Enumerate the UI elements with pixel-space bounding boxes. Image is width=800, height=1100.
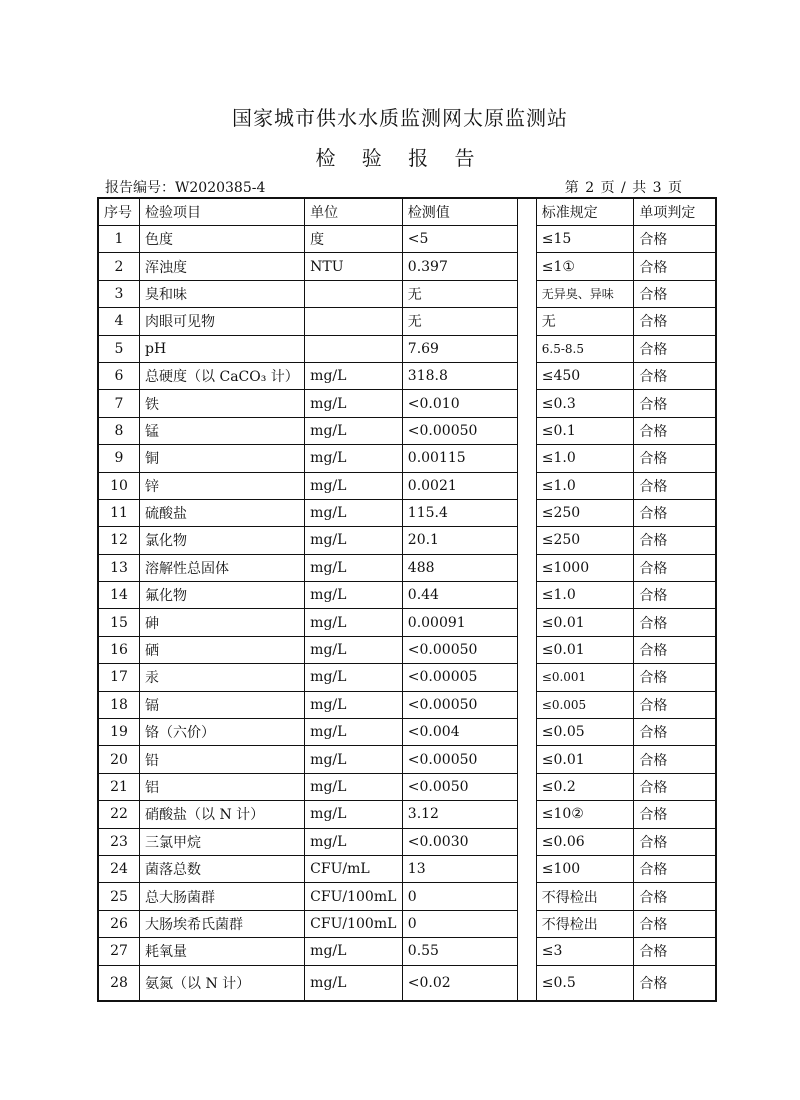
- judgment: 合格: [634, 746, 716, 773]
- unit: mg/L: [305, 801, 403, 828]
- report-number: [105, 177, 265, 197]
- measured-value: 无: [402, 308, 517, 335]
- column-gap: [518, 773, 537, 800]
- row-number: 18: [98, 691, 140, 718]
- test-item: 三氯甲烷: [140, 828, 305, 855]
- row-number: 12: [98, 527, 140, 554]
- standard-limit: ≤250: [536, 499, 634, 526]
- column-gap: [518, 499, 537, 526]
- row-number: 9: [98, 445, 140, 472]
- unit: mg/L: [305, 773, 403, 800]
- table-row: [98, 773, 716, 800]
- row-number: 28: [98, 965, 140, 1001]
- report-number-value: W2020385-4: [175, 180, 266, 196]
- column-gap: [518, 910, 537, 937]
- results-table: [97, 197, 717, 1002]
- measured-value: 318.8: [402, 362, 517, 389]
- judgment: 合格: [634, 280, 716, 307]
- measured-value: <0.00050: [402, 417, 517, 444]
- standard-limit: ≤3: [536, 938, 634, 965]
- standard-limit: ≤0.001: [536, 664, 634, 691]
- test-item: 总硬度（以 CaCO₃ 计）: [140, 362, 305, 389]
- page-info: 第 2 页 / 共 3 页: [564, 180, 682, 196]
- table-row: [98, 801, 716, 828]
- test-item: 氨氮（以 N 计）: [140, 965, 305, 1001]
- column-gap: [518, 390, 537, 417]
- unit: CFU/100mL: [305, 910, 403, 937]
- standard-limit: ≤1①: [536, 253, 634, 280]
- measured-value: <0.0050: [402, 773, 517, 800]
- column-gap: [518, 883, 537, 910]
- column-header-unit: 单位: [305, 198, 403, 226]
- table-row: [98, 719, 716, 746]
- test-item: 耗氧量: [140, 938, 305, 965]
- row-number: 4: [98, 308, 140, 335]
- measured-value: <0.00050: [402, 636, 517, 663]
- unit: mg/L: [305, 938, 403, 965]
- table-row: [98, 883, 716, 910]
- table-row: [98, 609, 716, 636]
- measured-value: <0.00005: [402, 664, 517, 691]
- table-row: [98, 965, 716, 1001]
- unit: mg/L: [305, 636, 403, 663]
- column-gap: [518, 445, 537, 472]
- column-gap: [518, 362, 537, 389]
- unit: [305, 308, 403, 335]
- unit: mg/L: [305, 582, 403, 609]
- measured-value: 0: [402, 883, 517, 910]
- test-item: 锰: [140, 417, 305, 444]
- row-number: 2: [98, 253, 140, 280]
- unit: 度: [305, 226, 403, 253]
- row-number: 19: [98, 719, 140, 746]
- measured-value: <0.004: [402, 719, 517, 746]
- unit: mg/L: [305, 719, 403, 746]
- judgment: 合格: [634, 554, 716, 581]
- column-gap: [518, 664, 537, 691]
- column-gap: [518, 609, 537, 636]
- test-item: 硝酸盐（以 N 计）: [140, 801, 305, 828]
- standard-limit: ≤1000: [536, 554, 634, 581]
- table-row: [98, 499, 716, 526]
- column-header-no: 序号: [98, 198, 140, 226]
- measured-value: 13: [402, 855, 517, 882]
- test-item: 溶解性总固体: [140, 554, 305, 581]
- judgment: 合格: [634, 335, 716, 362]
- unit: mg/L: [305, 664, 403, 691]
- test-item: 硫酸盐: [140, 499, 305, 526]
- unit: mg/L: [305, 828, 403, 855]
- unit: mg/L: [305, 390, 403, 417]
- measured-value: 0.55: [402, 938, 517, 965]
- row-number: 24: [98, 855, 140, 882]
- judgment: 合格: [634, 362, 716, 389]
- test-item: 氯化物: [140, 527, 305, 554]
- row-number: 3: [98, 280, 140, 307]
- test-item: 总大肠菌群: [140, 883, 305, 910]
- test-item: 浑浊度: [140, 253, 305, 280]
- standard-limit: ≤0.5: [536, 965, 634, 1001]
- judgment: 合格: [634, 499, 716, 526]
- row-number: 22: [98, 801, 140, 828]
- test-item: pH: [140, 335, 305, 362]
- measured-value: 0.00115: [402, 445, 517, 472]
- column-gap: [518, 308, 537, 335]
- row-number: 27: [98, 938, 140, 965]
- judgment: 合格: [634, 308, 716, 335]
- standard-limit: ≤1.0: [536, 582, 634, 609]
- row-number: 10: [98, 472, 140, 499]
- test-item: 大肠埃希氏菌群: [140, 910, 305, 937]
- judgment: 合格: [634, 527, 716, 554]
- test-item: 汞: [140, 664, 305, 691]
- table-row: [98, 554, 716, 581]
- test-item: 镉: [140, 691, 305, 718]
- judgment: 合格: [634, 664, 716, 691]
- row-number: 26: [98, 910, 140, 937]
- table-row: [98, 636, 716, 663]
- table-row: [98, 527, 716, 554]
- judgment: 合格: [634, 636, 716, 663]
- standard-limit: 无: [536, 308, 634, 335]
- row-number: 8: [98, 417, 140, 444]
- standard-limit: ≤0.2: [536, 773, 634, 800]
- unit: CFU/mL: [305, 855, 403, 882]
- column-gap: [518, 691, 537, 718]
- row-number: 15: [98, 609, 140, 636]
- column-gap: [518, 636, 537, 663]
- standard-limit: ≤0.01: [536, 746, 634, 773]
- row-number: 14: [98, 582, 140, 609]
- table-row: [98, 472, 716, 499]
- measured-value: 488: [402, 554, 517, 581]
- test-item: 菌落总数: [140, 855, 305, 882]
- judgment: 合格: [634, 390, 716, 417]
- table-row: [98, 335, 716, 362]
- table-row: [98, 390, 716, 417]
- row-number: 17: [98, 664, 140, 691]
- standard-limit: ≤250: [536, 527, 634, 554]
- column-gap: [518, 554, 537, 581]
- table-row: [98, 664, 716, 691]
- row-number: 25: [98, 883, 140, 910]
- unit: mg/L: [305, 609, 403, 636]
- standard-limit: ≤1.0: [536, 472, 634, 499]
- row-number: 13: [98, 554, 140, 581]
- judgment: 合格: [634, 855, 716, 882]
- standard-limit: 无异臭、异味: [536, 280, 634, 307]
- judgment: 合格: [634, 883, 716, 910]
- column-gap: [518, 938, 537, 965]
- unit: mg/L: [305, 691, 403, 718]
- table-row: [98, 691, 716, 718]
- column-gap: [518, 746, 537, 773]
- measured-value: 20.1: [402, 527, 517, 554]
- column-gap: [518, 527, 537, 554]
- measured-value: 无: [402, 280, 517, 307]
- standard-limit: 不得检出: [536, 910, 634, 937]
- table-row: [98, 280, 716, 307]
- standard-limit: ≤0.06: [536, 828, 634, 855]
- test-item: 色度: [140, 226, 305, 253]
- row-number: 16: [98, 636, 140, 663]
- row-number: 23: [98, 828, 140, 855]
- standard-limit: ≤0.01: [536, 636, 634, 663]
- unit: mg/L: [305, 445, 403, 472]
- measured-value: <0.010: [402, 390, 517, 417]
- row-number: 5: [98, 335, 140, 362]
- measured-value: 0: [402, 910, 517, 937]
- table-row: [98, 828, 716, 855]
- measured-value: 7.69: [402, 335, 517, 362]
- judgment: 合格: [634, 965, 716, 1001]
- table-row: [98, 362, 716, 389]
- table-row: [98, 582, 716, 609]
- unit: NTU: [305, 253, 403, 280]
- judgment: 合格: [634, 719, 716, 746]
- row-number: 6: [98, 362, 140, 389]
- judgment: 合格: [634, 226, 716, 253]
- row-number: 7: [98, 390, 140, 417]
- unit: mg/L: [305, 499, 403, 526]
- judgment: 合格: [634, 773, 716, 800]
- test-item: 铅: [140, 746, 305, 773]
- unit: [305, 335, 403, 362]
- column-gap: [518, 198, 537, 226]
- measured-value: 0.00091: [402, 609, 517, 636]
- judgment: 合格: [634, 472, 716, 499]
- standard-limit: ≤1.0: [536, 445, 634, 472]
- unit: mg/L: [305, 472, 403, 499]
- table-row: [98, 445, 716, 472]
- column-gap: [518, 582, 537, 609]
- test-item: 锌: [140, 472, 305, 499]
- column-header-item: 检验项目: [140, 198, 305, 226]
- unit: mg/L: [305, 527, 403, 554]
- judgment: 合格: [634, 938, 716, 965]
- unit: mg/L: [305, 746, 403, 773]
- row-number: 1: [98, 226, 140, 253]
- column-header-judgment: 单项判定: [634, 198, 716, 226]
- column-gap: [518, 965, 537, 1001]
- judgment: 合格: [634, 691, 716, 718]
- table-row: [98, 308, 716, 335]
- standard-limit: ≤100: [536, 855, 634, 882]
- table-row: [98, 855, 716, 882]
- column-gap: [518, 417, 537, 444]
- doc-title: 检 验 报 告: [315, 146, 485, 170]
- standard-limit: ≤0.1: [536, 417, 634, 444]
- table-row: [98, 938, 716, 965]
- standard-limit: ≤15: [536, 226, 634, 253]
- column-header-value: 检测值: [402, 198, 517, 226]
- judgment: 合格: [634, 417, 716, 444]
- test-item: 铝: [140, 773, 305, 800]
- column-gap: [518, 801, 537, 828]
- test-item: 肉眼可见物: [140, 308, 305, 335]
- standard-limit: ≤0.3: [536, 390, 634, 417]
- column-gap: [518, 280, 537, 307]
- judgment: 合格: [634, 582, 716, 609]
- measured-value: <0.00050: [402, 746, 517, 773]
- test-item: 铁: [140, 390, 305, 417]
- column-gap: [518, 855, 537, 882]
- column-gap: [518, 253, 537, 280]
- measured-value: <5: [402, 226, 517, 253]
- standard-limit: 6.5-8.5: [536, 335, 634, 362]
- test-item: 硒: [140, 636, 305, 663]
- standard-limit: ≤10②: [536, 801, 634, 828]
- measured-value: 115.4: [402, 499, 517, 526]
- table-row: [98, 417, 716, 444]
- column-gap: [518, 335, 537, 362]
- table-row: [98, 226, 716, 253]
- measured-value: 0.44: [402, 582, 517, 609]
- judgment: 合格: [634, 609, 716, 636]
- test-item: 氟化物: [140, 582, 305, 609]
- org-title: 国家城市供水水质监测网太原监测站: [232, 106, 568, 130]
- row-number: 11: [98, 499, 140, 526]
- standard-limit: 不得检出: [536, 883, 634, 910]
- test-item: 臭和味: [140, 280, 305, 307]
- measured-value: 0.0021: [402, 472, 517, 499]
- column-header-standard: 标准规定: [536, 198, 634, 226]
- column-gap: [518, 472, 537, 499]
- standard-limit: ≤0.005: [536, 691, 634, 718]
- row-number: 20: [98, 746, 140, 773]
- column-gap: [518, 828, 537, 855]
- test-item: 铬（六价）: [140, 719, 305, 746]
- column-gap: [518, 719, 537, 746]
- unit: CFU/100mL: [305, 883, 403, 910]
- test-item: 铜: [140, 445, 305, 472]
- unit: mg/L: [305, 554, 403, 581]
- unit: mg/L: [305, 362, 403, 389]
- judgment: 合格: [634, 910, 716, 937]
- standard-limit: ≤0.01: [536, 609, 634, 636]
- table-row: [98, 746, 716, 773]
- standard-limit: ≤0.05: [536, 719, 634, 746]
- test-item: 砷: [140, 609, 305, 636]
- table-header-row: [98, 198, 716, 226]
- unit: mg/L: [305, 417, 403, 444]
- table-row: [98, 910, 716, 937]
- column-gap: [518, 226, 537, 253]
- measured-value: <0.00050: [402, 691, 517, 718]
- table-row: [98, 253, 716, 280]
- judgment: 合格: [634, 253, 716, 280]
- unit: [305, 280, 403, 307]
- judgment: 合格: [634, 801, 716, 828]
- measured-value: <0.0030: [402, 828, 517, 855]
- judgment: 合格: [634, 445, 716, 472]
- unit: mg/L: [305, 965, 403, 1001]
- measured-value: 0.397: [402, 253, 517, 280]
- standard-limit: ≤450: [536, 362, 634, 389]
- judgment: 合格: [634, 828, 716, 855]
- row-number: 21: [98, 773, 140, 800]
- measured-value: 3.12: [402, 801, 517, 828]
- report-number-label: 报告编号：: [105, 180, 175, 196]
- measured-value: <0.02: [402, 965, 517, 1001]
